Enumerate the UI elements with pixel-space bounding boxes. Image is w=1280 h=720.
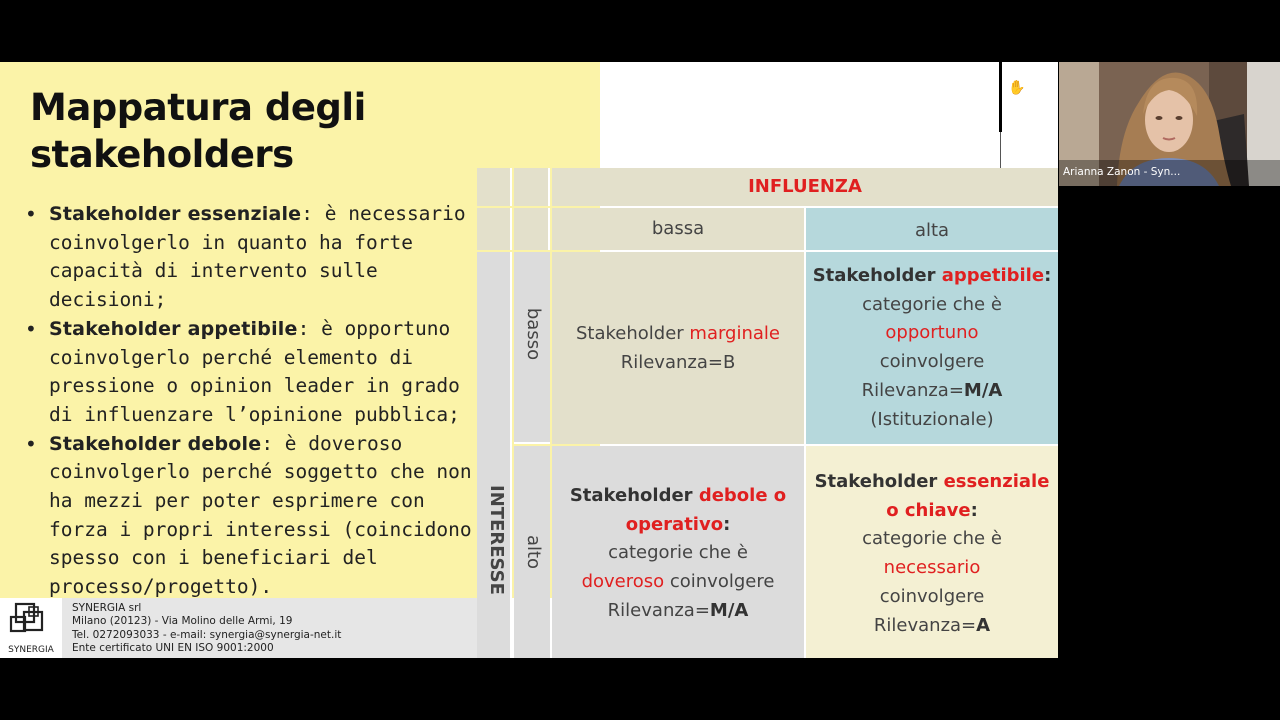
synergia-logo-icon — [0, 598, 62, 644]
cell-highlight: appetibile — [941, 265, 1045, 286]
cell-text: Stakeholder — [575, 323, 690, 344]
cell-value: A — [976, 614, 991, 636]
bullet-term: Stakeholder debole — [49, 432, 262, 455]
cell-value: M/A — [709, 599, 749, 621]
address-line: Tel. 0272093033 - e-mail: synergia@synergia-net.it — [72, 628, 342, 641]
cell-text: Rilevanza= — [873, 614, 977, 636]
cell-line: categorie che è — [862, 293, 1002, 315]
cell-line — [552, 597, 804, 626]
address-line: Milano (20123) - Via Molino delle Armi, 19 — [72, 615, 293, 628]
cell-essenziale — [806, 446, 1058, 658]
address-line: Ente certificato UNI EN ISO 9001:2000 — [72, 641, 274, 654]
cell-marginale — [552, 252, 804, 444]
bullet-item — [24, 200, 474, 315]
cell-text: Stakeholder — [812, 265, 942, 286]
synergia-logo — [0, 598, 62, 658]
cell-line: Rilevanza=B — [620, 351, 736, 373]
interesse-label: INTERESSE — [486, 485, 507, 595]
cell-debole — [552, 446, 804, 658]
participant-name: Arianna Zanon - Syn... — [1063, 166, 1181, 178]
bullet-list — [24, 200, 474, 602]
cell-highlight: operativo — [625, 513, 724, 535]
cell-text: Stakeholder — [569, 485, 699, 506]
row-header-alto — [514, 446, 550, 658]
pointer-bar — [999, 62, 1002, 132]
cell-line — [806, 468, 1058, 497]
cell-highlight: debole o — [698, 485, 787, 506]
cell-line: categorie che è — [862, 528, 1002, 550]
slide-footer — [0, 598, 478, 658]
interesse-side — [477, 252, 512, 658]
cell-text: coinvolgere — [664, 571, 775, 593]
bullet-term: Stakeholder appetibile — [49, 317, 298, 340]
column-header-bassa — [552, 208, 804, 250]
cell-highlight: opportuno — [885, 322, 979, 344]
hand-cursor-icon: ✋ — [1008, 80, 1026, 96]
row-header-label: basso — [523, 307, 544, 361]
cell-highlight: essenziale — [943, 471, 1050, 492]
bullet-text: : è opportuno coinvolgerlo perché elemento di pressione o opinion leader in grado di influenzare l’opinione pubblica; — [49, 316, 460, 426]
influenza-header — [552, 168, 1058, 206]
cell-highlight: marginale — [689, 323, 780, 344]
cell-line: coinvolgere — [879, 585, 985, 607]
slide-title-line: stakeholders — [30, 133, 294, 176]
cell-line — [806, 612, 1058, 641]
bullet-item — [24, 315, 474, 430]
bullet-term: Stakeholder essenziale — [49, 203, 302, 225]
cell-line — [552, 320, 804, 349]
cell-text: Rilevanza= — [607, 599, 710, 621]
cell-line — [552, 482, 804, 511]
cell-highlight: doveroso — [581, 571, 665, 593]
cell-line — [552, 511, 804, 540]
cell-line — [806, 377, 1058, 406]
cell-text: Rilevanza= — [861, 379, 964, 401]
cell-line: (Istituzionale) — [870, 408, 994, 430]
bullet-text: : è doveroso coinvolgerlo perché soggetto che non ha mezzi per poter esprimere con forza i propri interessi (coincidono spesso con i beneficiari del processo/progetto). — [49, 431, 472, 599]
cell-value: M/A — [963, 379, 1003, 401]
company-address — [72, 602, 341, 655]
column-header-alta — [806, 208, 1058, 250]
bullet-text: : è necessario coinvolgerlo in quanto ha forte capacità di intervento sulle decisioni; — [49, 202, 466, 312]
cell-line — [806, 262, 1058, 291]
pointer-line — [1000, 132, 1001, 170]
row-header-basso — [514, 252, 550, 444]
cell-line — [552, 568, 804, 597]
cell-text: : — [1044, 265, 1052, 286]
matrix-corner — [514, 208, 550, 250]
cell-text: Stakeholder — [814, 471, 944, 492]
participant-video-tile[interactable] — [1059, 62, 1280, 186]
cell-line — [806, 497, 1058, 526]
cell-highlight: o chiave — [886, 499, 971, 521]
logo-text: SYNERGIA — [8, 645, 54, 655]
matrix-corner — [514, 168, 550, 206]
column-header-label: bassa — [651, 218, 705, 239]
influenza-label: INFLUENZA — [748, 176, 862, 197]
column-header-label: alta — [914, 220, 950, 241]
presentation-slide — [0, 62, 1058, 658]
stakeholder-matrix — [477, 168, 1058, 658]
address-line: SYNERGIA srl — [72, 602, 142, 614]
cell-highlight: necessario — [883, 557, 981, 579]
cell-appetibile — [806, 252, 1058, 444]
matrix-corner — [477, 208, 512, 250]
cell-line: coinvolgere — [879, 351, 985, 373]
cell-line: categorie che è — [608, 542, 748, 564]
row-header-label: alto — [523, 534, 544, 570]
bullet-item — [24, 430, 474, 602]
matrix-corner — [477, 168, 512, 206]
slide-title-line: Mappatura degli — [30, 86, 366, 129]
cell-text: : — [723, 513, 731, 535]
cell-text: : — [970, 499, 978, 521]
slide-title — [30, 84, 366, 178]
